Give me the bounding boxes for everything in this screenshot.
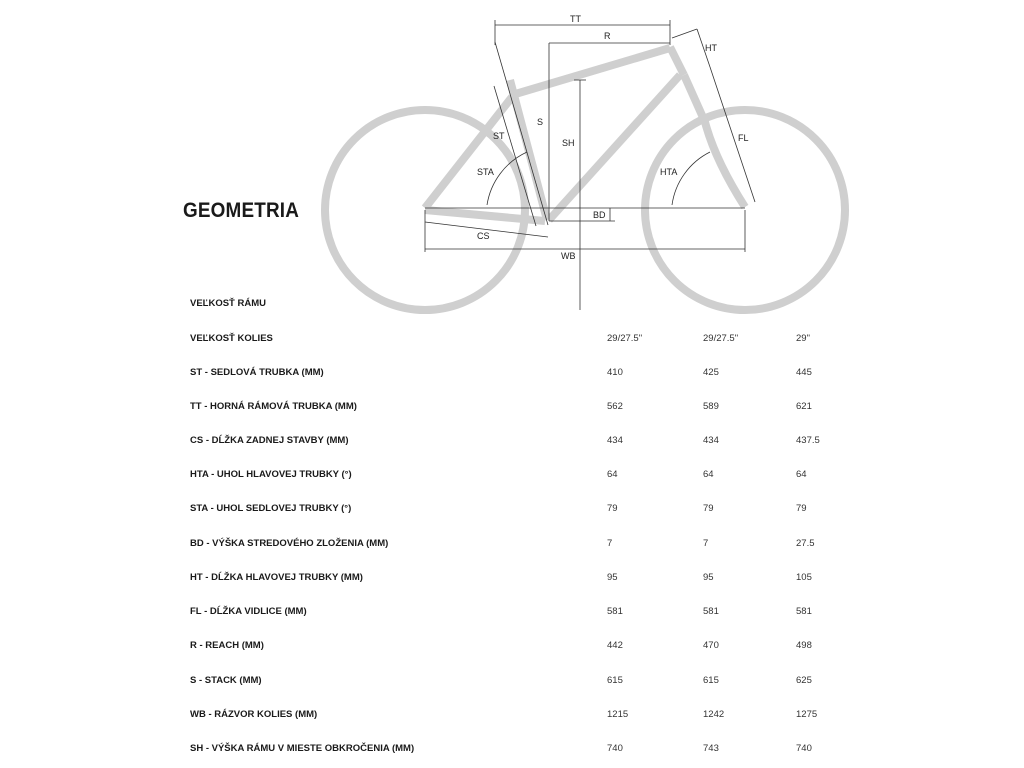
row-label: S - STACK (MM)	[190, 675, 262, 686]
row-value: 581	[607, 606, 623, 617]
row-label: HT - DĹŽKA HLAVOVEJ TRUBKY (MM)	[190, 572, 363, 583]
table-row	[0, 743, 1024, 759]
label-r: R	[604, 31, 611, 41]
row-value: 581	[796, 606, 812, 617]
table-row	[0, 401, 1024, 417]
row-value: 64	[607, 469, 618, 480]
table-row	[0, 298, 1024, 314]
label-wb: WB	[561, 251, 576, 261]
table-row	[0, 640, 1024, 656]
fork	[684, 75, 745, 207]
row-label: ST - SEDLOVÁ TRUBKA (MM)	[190, 367, 324, 378]
label-sh: SH	[562, 138, 575, 148]
table-row	[0, 435, 1024, 451]
row-value: 29"	[796, 333, 810, 344]
table-row	[0, 469, 1024, 485]
row-value: 95	[703, 572, 714, 583]
label-tt: TT	[570, 14, 581, 24]
head-tube	[670, 47, 684, 75]
row-value: 1275	[796, 709, 818, 720]
dimension-lines	[425, 20, 755, 310]
row-value: 64	[796, 469, 807, 480]
table-row	[0, 333, 1024, 349]
row-value: 589	[703, 401, 719, 412]
row-value: 434	[607, 435, 623, 446]
page-title: GEOMETRIA	[183, 199, 300, 222]
top-tube	[512, 48, 670, 95]
table-row	[0, 367, 1024, 383]
row-value: 79	[796, 503, 807, 514]
row-label: HTA - UHOL HLAVOVEJ TRUBKY (°)	[190, 469, 352, 480]
row-value: 470	[703, 640, 719, 651]
row-value: 425	[703, 367, 719, 378]
label-hta: HTA	[660, 167, 678, 177]
row-value: 437.5	[796, 435, 820, 446]
bike-frame	[325, 47, 845, 310]
row-label: SH - VÝŠKA RÁMU V MIESTE OBKROČENIA (MM)	[190, 743, 415, 754]
label-cs: CS	[477, 231, 490, 241]
row-value: 79	[607, 503, 618, 514]
table-row	[0, 503, 1024, 519]
row-value: 434	[703, 435, 719, 446]
bike-geometry-diagram	[0, 0, 1024, 320]
row-value: 95	[607, 572, 618, 583]
row-label: TT - HORNÁ RÁMOVÁ TRUBKA (MM)	[190, 401, 357, 412]
row-value: 1242	[703, 709, 725, 720]
row-value: 615	[607, 675, 623, 686]
row-value: 498	[796, 640, 812, 651]
label-bd: BD	[593, 210, 606, 220]
label-sta: STA	[477, 167, 494, 177]
seat-tube	[510, 80, 547, 220]
row-value: 562	[607, 401, 623, 412]
label-st: ST	[493, 131, 505, 141]
row-label: WB - RÁZVOR KOLIES (MM)	[190, 709, 318, 720]
row-value: 1215	[607, 709, 629, 720]
row-label: CS - DĹŽKA ZADNEJ STAVBY (MM)	[190, 435, 349, 446]
row-label: BD - VÝŠKA STREDOVÉHO ZLOŽENIA (MM)	[190, 538, 389, 549]
table-row	[0, 538, 1024, 554]
row-value: 7	[703, 538, 709, 549]
row-value: 29/27.5"	[607, 333, 643, 344]
row-label: R - REACH (MM)	[190, 640, 264, 651]
row-value: 621	[796, 401, 812, 412]
label-s: S	[537, 117, 544, 127]
row-value: 7	[607, 538, 613, 549]
row-value: 105	[796, 572, 812, 583]
label-fl: FL	[738, 133, 749, 143]
row-value: 740	[796, 743, 812, 754]
row-value: 410	[607, 367, 623, 378]
row-value: 64	[703, 469, 714, 480]
row-label: FL - DĹŽKA VIDLICE (MM)	[190, 606, 307, 617]
row-label: VEĽKOSŤ RÁMU	[190, 298, 266, 309]
table-row	[0, 572, 1024, 588]
table-row	[0, 675, 1024, 691]
row-value: 442	[607, 640, 623, 651]
table-row	[0, 606, 1024, 622]
row-value: 29/27.5"	[703, 333, 739, 344]
row-value: 615	[703, 675, 719, 686]
row-value: 445	[796, 367, 812, 378]
row-label: VEĽKOSŤ KOLIES	[190, 333, 273, 344]
row-label: STA - UHOL SEDLOVEJ TRUBKY (°)	[190, 503, 352, 514]
row-value: 79	[703, 503, 714, 514]
table-row	[0, 709, 1024, 725]
row-value: 740	[607, 743, 623, 754]
row-value: 743	[703, 743, 719, 754]
row-value: 625	[796, 675, 812, 686]
label-ht: HT	[705, 43, 717, 53]
row-value: 581	[703, 606, 719, 617]
row-value: 27.5	[796, 538, 815, 549]
